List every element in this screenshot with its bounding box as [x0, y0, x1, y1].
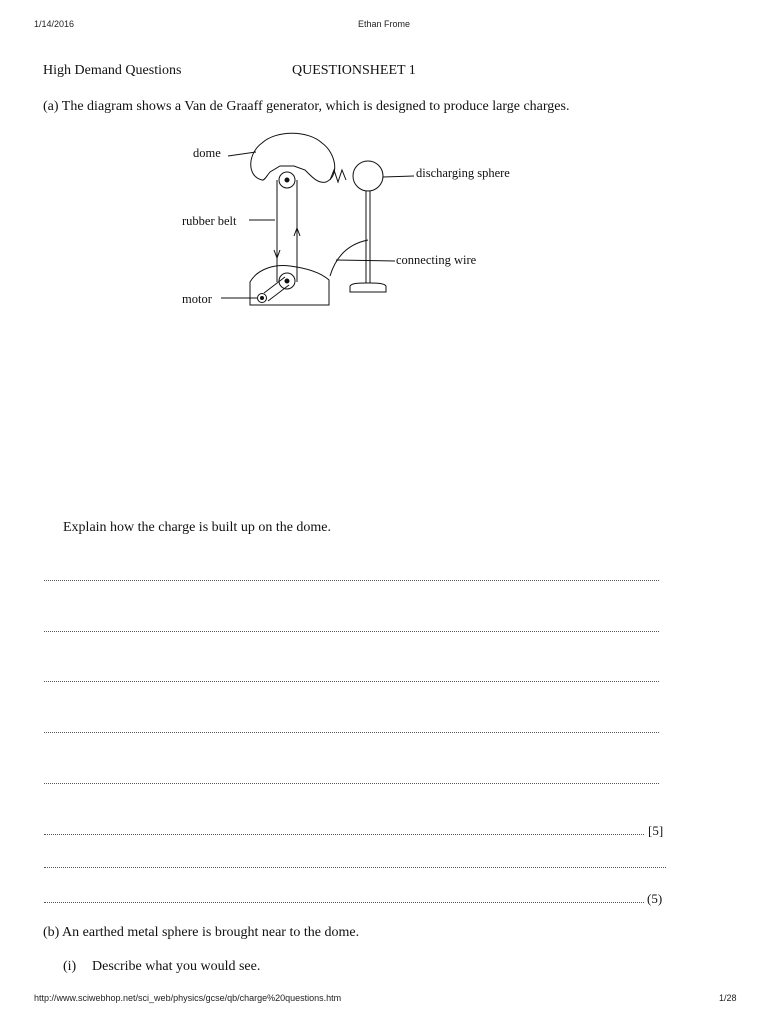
- mark-paren: (5): [647, 891, 663, 906]
- label-discharging-sphere: discharging sphere: [416, 166, 510, 180]
- answer-line: [44, 631, 659, 632]
- question-b-part-i-number: (i): [63, 959, 77, 974]
- answer-line: [44, 902, 644, 903]
- answer-line: [44, 783, 659, 784]
- question-b-text: (b) An earthed metal sphere is brought near to the dome.: [43, 925, 360, 940]
- answer-line: [44, 834, 644, 835]
- answer-line: [44, 867, 666, 868]
- page-number: 1/28: [719, 993, 737, 1003]
- label-dome: dome: [193, 146, 221, 160]
- connecting-wire: [330, 240, 368, 276]
- discharging-sphere: [353, 161, 383, 191]
- answer-line: [44, 580, 659, 581]
- question-b-part-i-text: Describe what you would see.: [92, 959, 261, 974]
- answer-line: [44, 681, 659, 682]
- van-de-graaff-diagram: [0, 0, 768, 340]
- label-connecting-wire: connecting wire: [396, 253, 477, 267]
- print-date: 1/14/2016: [34, 19, 75, 29]
- sheet-label: High Demand Questions: [43, 63, 182, 78]
- label-motor: motor: [182, 292, 212, 306]
- print-title: Ethan Frome: [357, 19, 411, 29]
- question-a-text: (a) The diagram shows a Van de Graaff generator, which is designed to produce large charges.: [43, 99, 570, 114]
- label-rubber-belt: rubber belt: [182, 214, 237, 228]
- answer-line: [44, 732, 659, 733]
- sphere-stand-base: [350, 283, 386, 292]
- sheet-title: QUESTIONSHEET 1: [292, 63, 416, 78]
- question-a-prompt: Explain how the charge is built up on the dome.: [63, 520, 332, 535]
- mark-bracket: [5]: [648, 823, 664, 838]
- print-url[interactable]: http://www.sciwebhop.net/sci_web/physics/gcse/qb/charge%20questions.htm: [34, 993, 342, 1003]
